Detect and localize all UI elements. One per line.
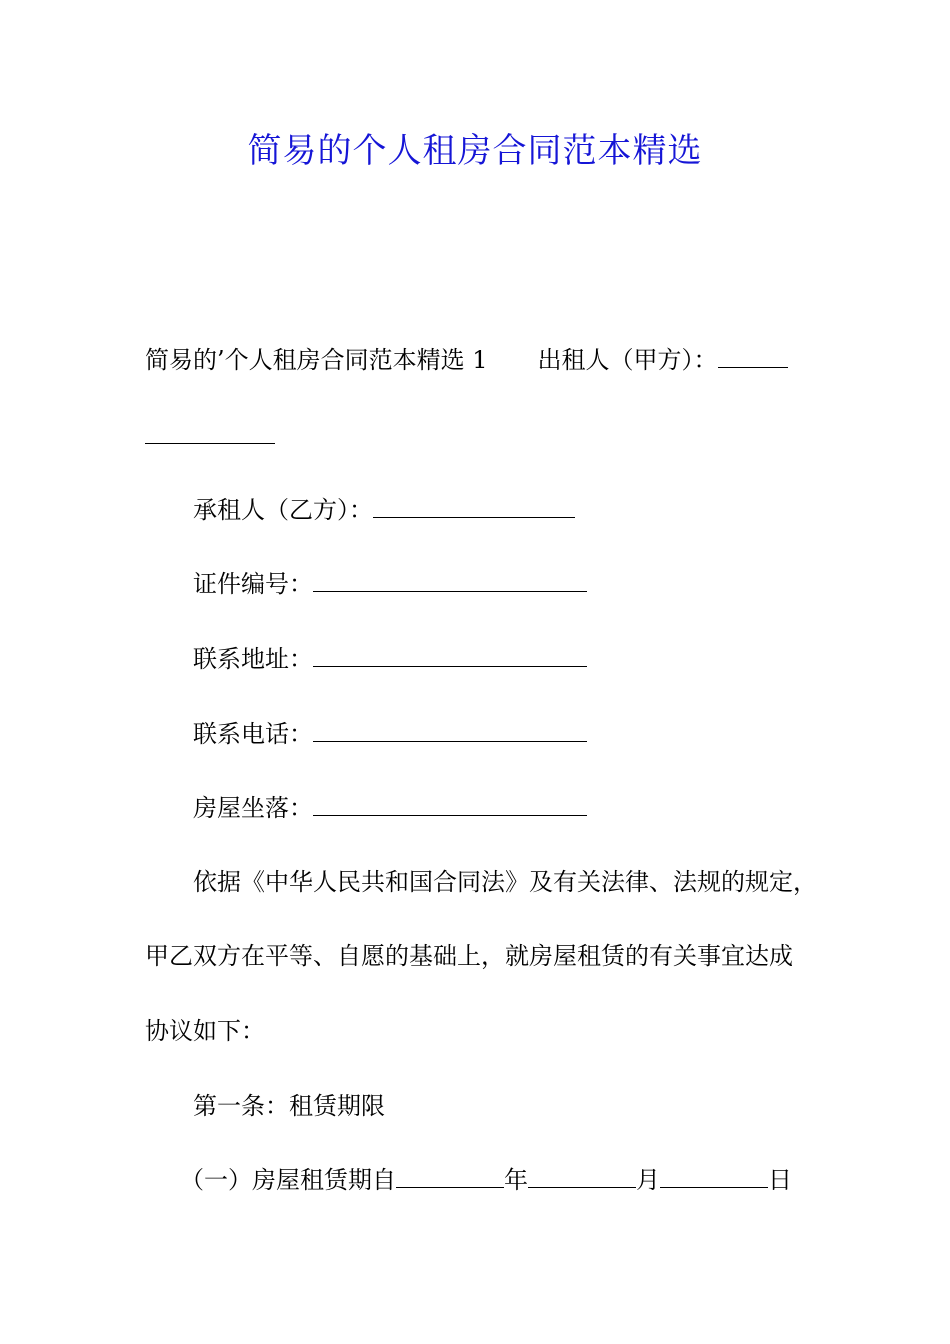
address-blank bbox=[313, 644, 587, 667]
article1-item1 bbox=[180, 1164, 792, 1196]
address-line bbox=[193, 643, 587, 675]
phone-line bbox=[193, 718, 587, 750]
id-line bbox=[193, 568, 587, 600]
lessee-line bbox=[193, 494, 575, 526]
intro-heading: 简易的’个人租房合同范本精选 1 bbox=[145, 346, 488, 374]
month-label: 月 bbox=[636, 1166, 660, 1194]
phone-blank bbox=[313, 719, 587, 742]
intro-line bbox=[145, 344, 788, 376]
id-label: 证件编号： bbox=[193, 570, 313, 598]
paragraph-line-3: 协议如下： bbox=[145, 1017, 265, 1045]
article1-title: 第一条：租赁期限 bbox=[193, 1092, 385, 1120]
year-blank bbox=[396, 1165, 504, 1188]
lessee-blank bbox=[373, 495, 575, 518]
phone-label: 联系电话： bbox=[193, 720, 313, 748]
month-blank bbox=[528, 1165, 636, 1188]
address-label: 联系地址： bbox=[193, 645, 313, 673]
day-blank bbox=[660, 1165, 768, 1188]
article1-item1-prefix: （一）房屋租赁期自 bbox=[180, 1166, 396, 1194]
paragraph-line-1: 依据《中华人民共和国合同法》及有关法律、法规的规定， bbox=[193, 868, 817, 896]
paragraph-line-2: 甲乙双方在平等、自愿的基础上，就房屋租赁的有关事宜达成 bbox=[145, 942, 793, 970]
lessor-label: 出租人（甲方）： bbox=[537, 346, 718, 374]
lessor-blank bbox=[718, 345, 788, 368]
location-line bbox=[193, 792, 587, 824]
location-blank bbox=[313, 793, 587, 816]
lessor-blank-continued bbox=[145, 421, 275, 444]
document-title: 简易的个人租房合同范本精选 bbox=[247, 131, 703, 171]
lessor-blank-continued-line bbox=[145, 420, 275, 452]
id-blank bbox=[313, 569, 587, 592]
lessee-label: 承租人（乙方）： bbox=[193, 496, 373, 524]
day-label: 日 bbox=[768, 1166, 792, 1194]
location-label: 房屋坐落： bbox=[193, 794, 313, 822]
year-label: 年 bbox=[504, 1166, 528, 1194]
